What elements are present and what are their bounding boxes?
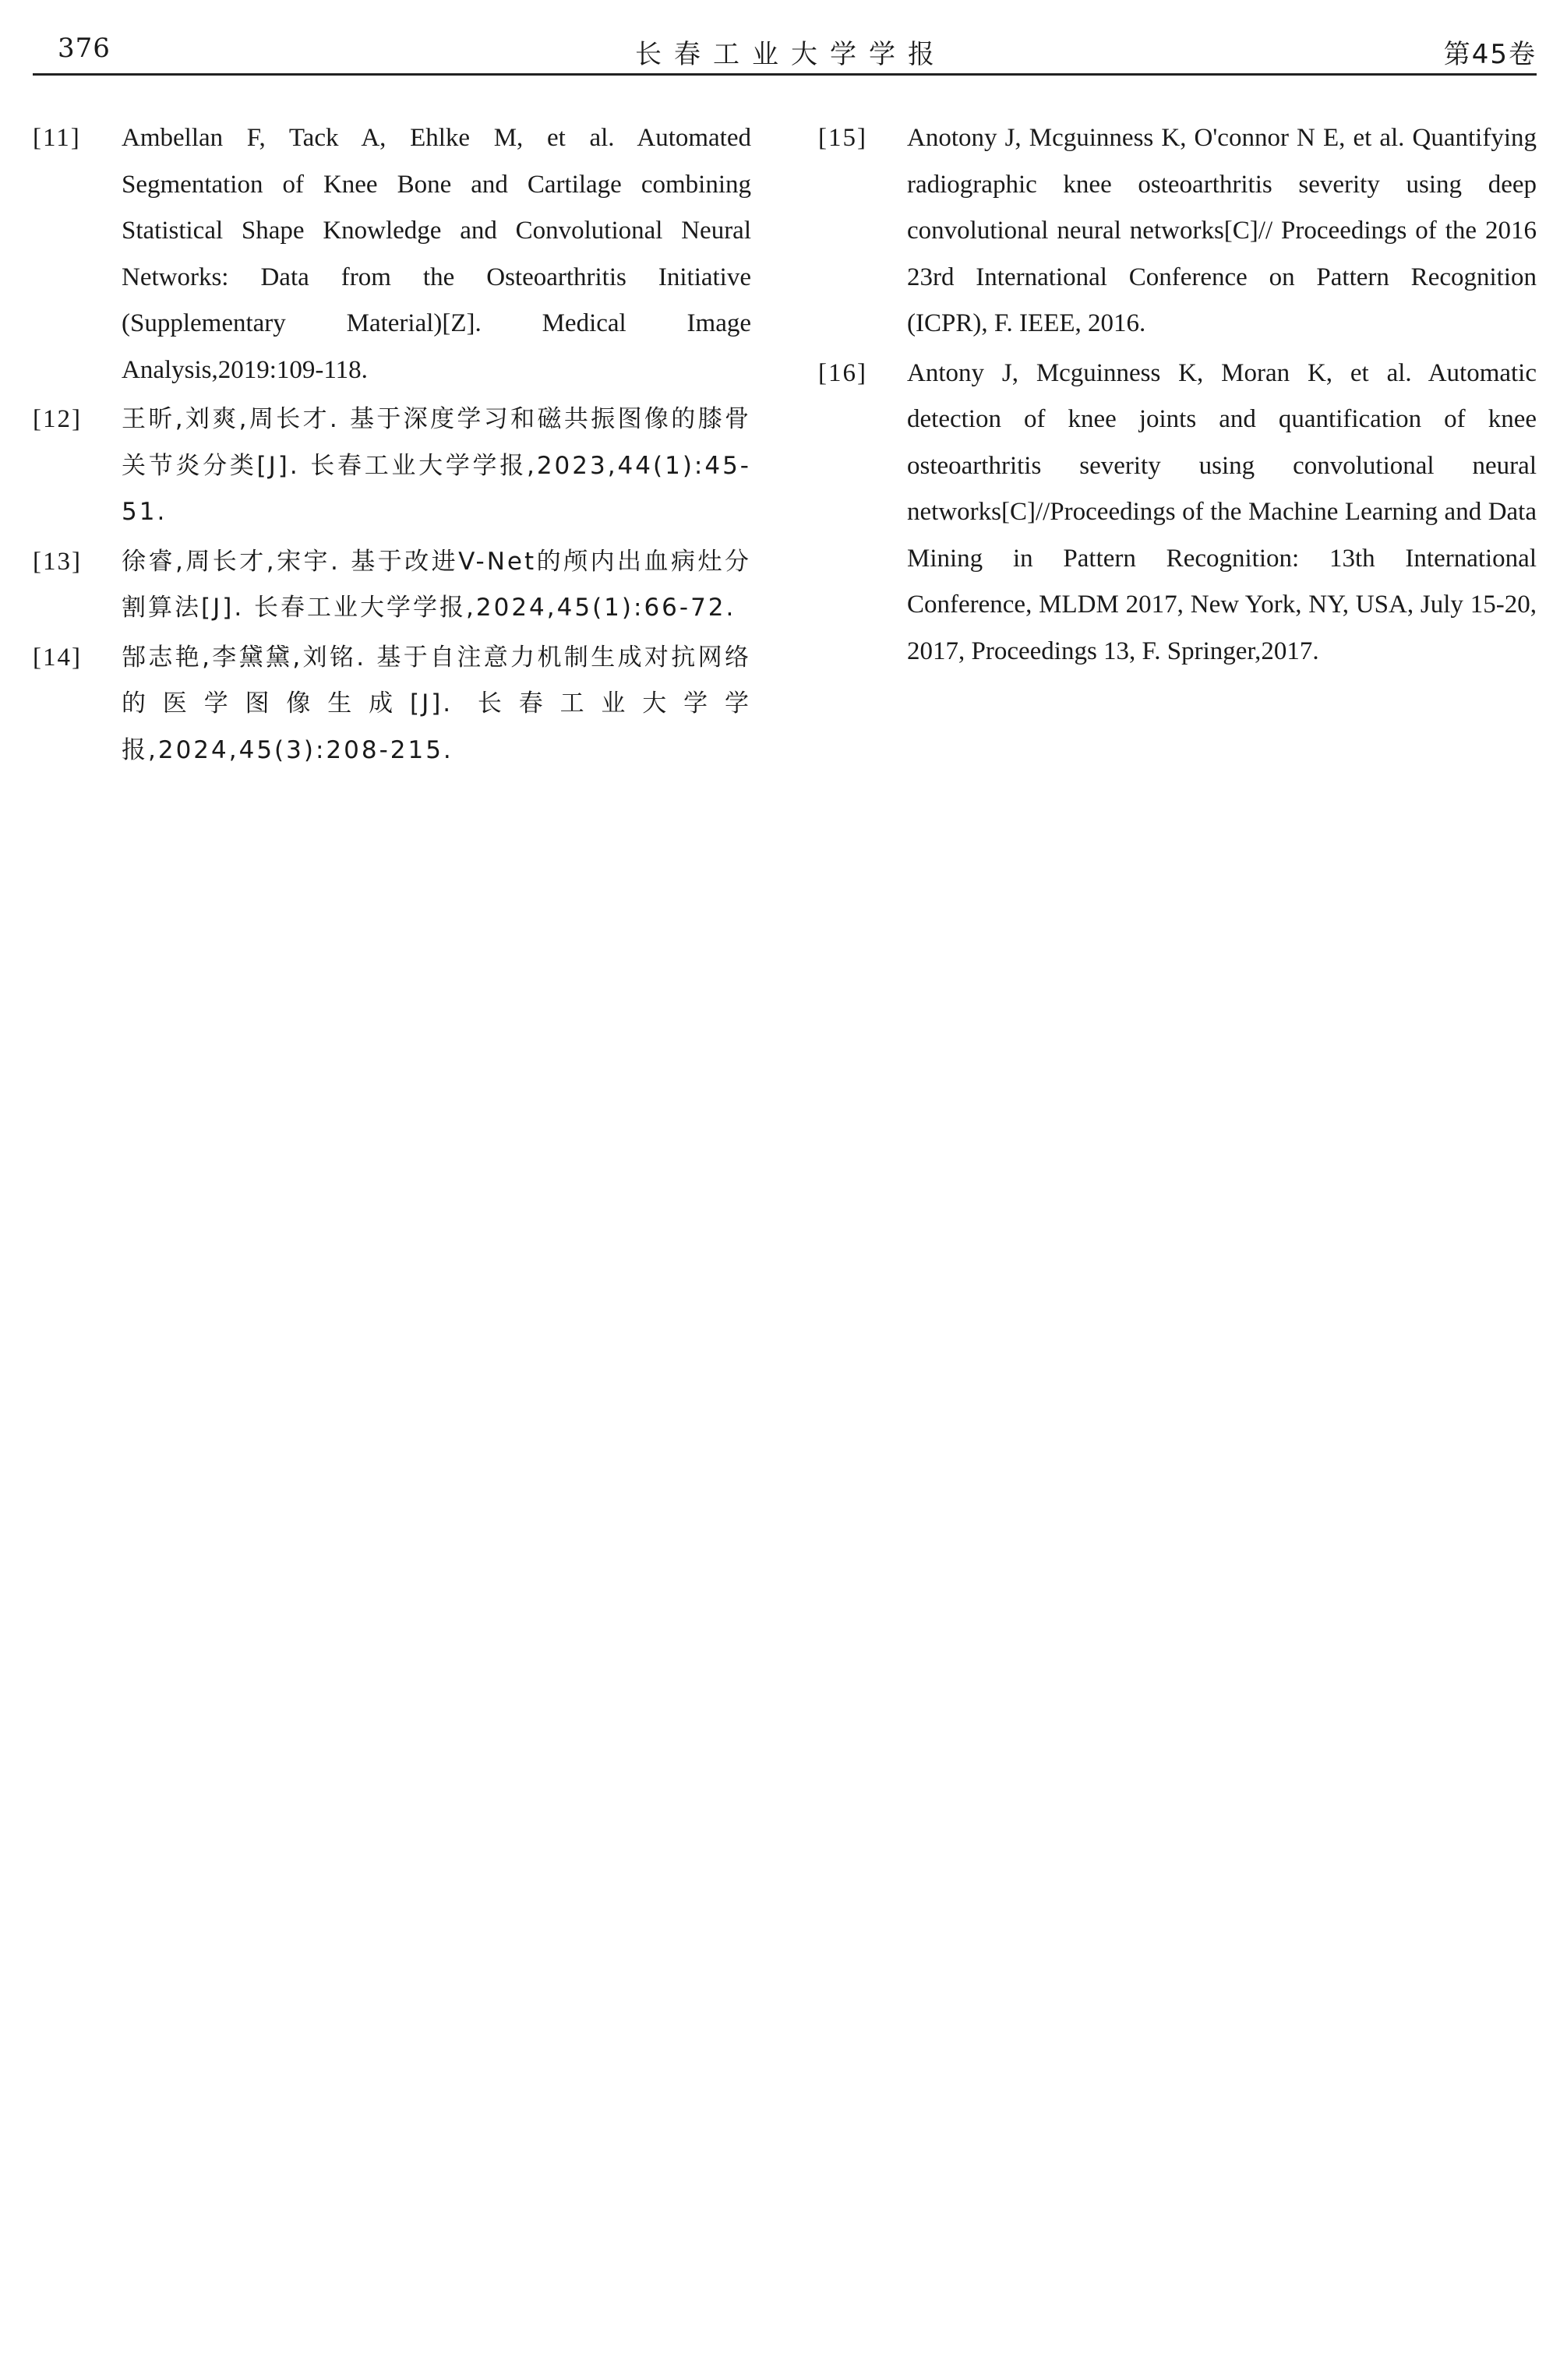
reference-text: 郜志艳,李黛黛,刘铭. 基于自注意力机制生成对抗网络的医学图像生成[J]. 长春工业大学学报,2024,45(3):208-215. <box>122 643 751 764</box>
reference-item <box>818 351 1537 675</box>
reference-number: [12] <box>33 405 82 433</box>
reference-text: Anotony J, Mcguinness K, O'connor N E, et al. Quantifying radiographic knee osteoarthritis severity using deep convolutional neural networks[C]// Proceedings of the 2016 23rd International Conference on Pattern Recognition (ICPR), F. IEEE, 2016. <box>907 124 1537 337</box>
reference-item <box>33 115 751 393</box>
volume-label: 第45卷 <box>1443 39 1537 70</box>
journal-title: 长春工业大学学报 <box>635 39 947 70</box>
reference-item <box>818 115 1537 347</box>
reference-item <box>33 397 751 536</box>
page-number: 376 <box>58 33 111 64</box>
reference-number: [14] <box>33 643 82 672</box>
reference-number: [11] <box>33 124 81 152</box>
reference-number: [15] <box>818 124 867 152</box>
page-header <box>33 26 1537 76</box>
reference-item <box>33 635 751 774</box>
reference-text: 徐睿,周长才,宋宇. 基于改进V-Net的颅内出血病灶分割算法[J]. 长春工业大学学报,2024,45(1):66-72. <box>122 547 751 622</box>
reference-text: 王昕,刘爽,周长才. 基于深度学习和磁共振图像的膝骨关节炎分类[J]. 长春工业大学学报,2023,44(1):45-51. <box>122 405 751 526</box>
reference-item <box>33 539 751 632</box>
reference-number: [16] <box>818 358 867 387</box>
reference-number: [13] <box>33 547 82 576</box>
reference-text: Ambellan F, Tack A, Ehlke M, et al. Automated Segmentation of Knee Bone and Cartilage combining Statistical Shape Knowledge and Convolutional Neural Networks: Data from the Osteoarthritis Initiative (Supplementary Material)[Z]. Medical Image Analysis,2019:109-118. <box>122 124 751 384</box>
reference-text: Antony J, Mcguinness K, Moran K, et al. Automatic detection of knee joints and quantification of knee osteoarthritis severity using convolutional neural networks[C]//Proceedings of the Machine Learning and Data Mining in Pattern Recognition: 13th International Conference, MLDM 2017, New York, NY, USA, July 15-20, 2017, Proceedings 13, F. Springer,2017. <box>907 358 1537 665</box>
references-left-column <box>33 115 751 777</box>
references-right-column <box>818 115 1537 678</box>
